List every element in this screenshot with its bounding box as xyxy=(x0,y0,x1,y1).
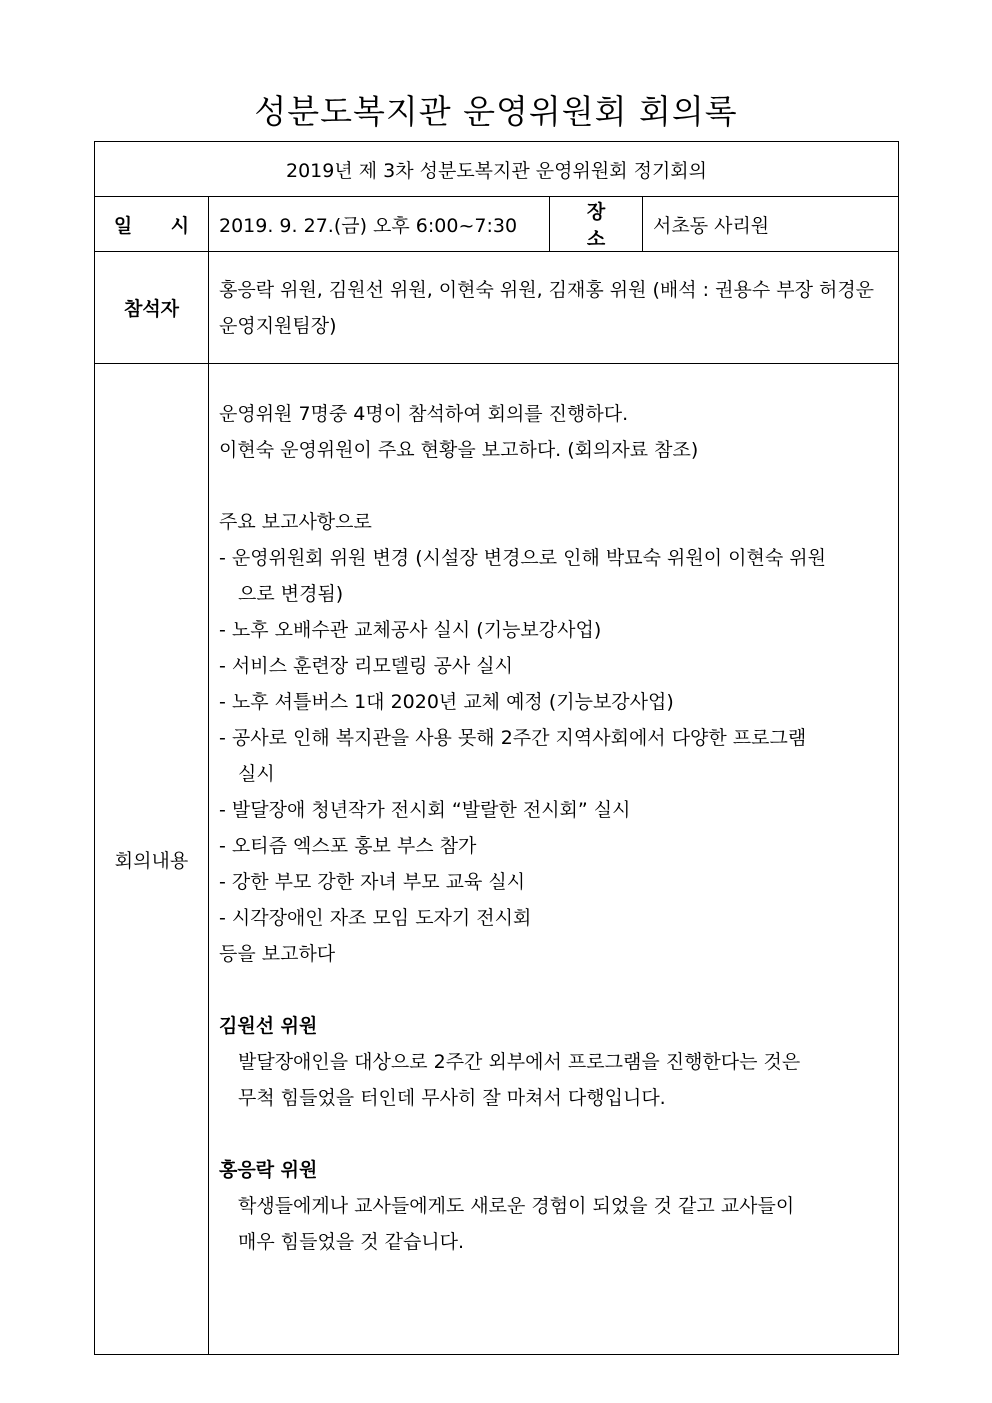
report-item: - 시각장애인 자조 모임 도자기 전시회 xyxy=(219,907,532,929)
report-item: - 노후 셔틀버스 1대 2020년 교체 예정 (기능보강사업) xyxy=(219,691,674,713)
meeting-header-row xyxy=(95,142,899,197)
attendees-label: 참석자 xyxy=(95,252,209,364)
intro-line: 이현숙 운영위원이 주요 현황을 보고하다. (회의자료 참조) xyxy=(219,439,699,461)
comment-line: 무척 힘들었을 터인데 무사히 잘 마쳐서 다행입니다. xyxy=(238,1087,666,1109)
minutes-table xyxy=(94,141,899,1355)
date-place-row xyxy=(95,197,899,252)
report-item-continued: 실시 xyxy=(238,763,275,785)
place-label: 장 소 xyxy=(550,197,643,252)
document-title: 성분도복지관 운영위원회 회의록 xyxy=(254,92,738,131)
place-value: 서초동 사리원 xyxy=(643,197,899,252)
report-item-continued: 으로 변경됨) xyxy=(238,583,344,605)
report-item: - 서비스 훈련장 리모델링 공사 실시 xyxy=(219,655,514,677)
report-heading: 주요 보고사항으로 xyxy=(219,511,372,533)
report-closing: 등을 보고하다 xyxy=(219,943,336,965)
comment-line: 학생들에게나 교사들에게도 새로운 경험이 되었을 것 같고 교사들이 xyxy=(238,1195,795,1217)
report-item: - 운영위원회 위원 변경 (시설장 변경으로 인해 박묘숙 위원이 이현숙 위원 xyxy=(219,547,826,569)
date-label: 일 시 xyxy=(95,197,209,252)
date-value: 2019. 9. 27.(금) 오후 6:00~7:30 xyxy=(209,197,550,252)
comment-line: 발달장애인을 대상으로 2주간 외부에서 프로그램을 진행한다는 것은 xyxy=(238,1051,801,1073)
intro-line: 운영위원 7명중 4명이 참석하여 회의를 진행하다. xyxy=(219,403,629,425)
meeting-content xyxy=(209,364,899,1355)
report-item: - 오티즘 엑스포 홍보 부스 참가 xyxy=(219,835,477,857)
content-row xyxy=(95,364,899,1355)
attendees-row xyxy=(95,252,899,364)
meeting-header: 2019년 제 3차 성분도복지관 운영위원회 정기회의 xyxy=(95,142,899,197)
report-item: - 강한 부모 강한 자녀 부모 교육 실시 xyxy=(219,871,526,893)
comment-speaker: 홍응락 위원 xyxy=(219,1159,318,1181)
report-item: - 공사로 인해 복지관을 사용 못해 2주간 지역사회에서 다양한 프로그램 xyxy=(219,727,807,749)
report-item: - 발달장애 청년작가 전시회 “발랄한 전시회” 실시 xyxy=(219,799,631,821)
comment-line: 매우 힘들었을 것 같습니다. xyxy=(238,1231,465,1253)
comment-speaker: 김원선 위원 xyxy=(219,1015,318,1037)
report-item: - 노후 오배수관 교체공사 실시 (기능보강사업) xyxy=(219,619,602,641)
attendees-value: 홍응락 위원, 김원선 위원, 이현숙 위원, 김재홍 위원 (배석 : 권용수 부장 허경운 운영지원팀장) xyxy=(209,252,899,364)
content-label: 회의내용 xyxy=(95,364,209,1355)
